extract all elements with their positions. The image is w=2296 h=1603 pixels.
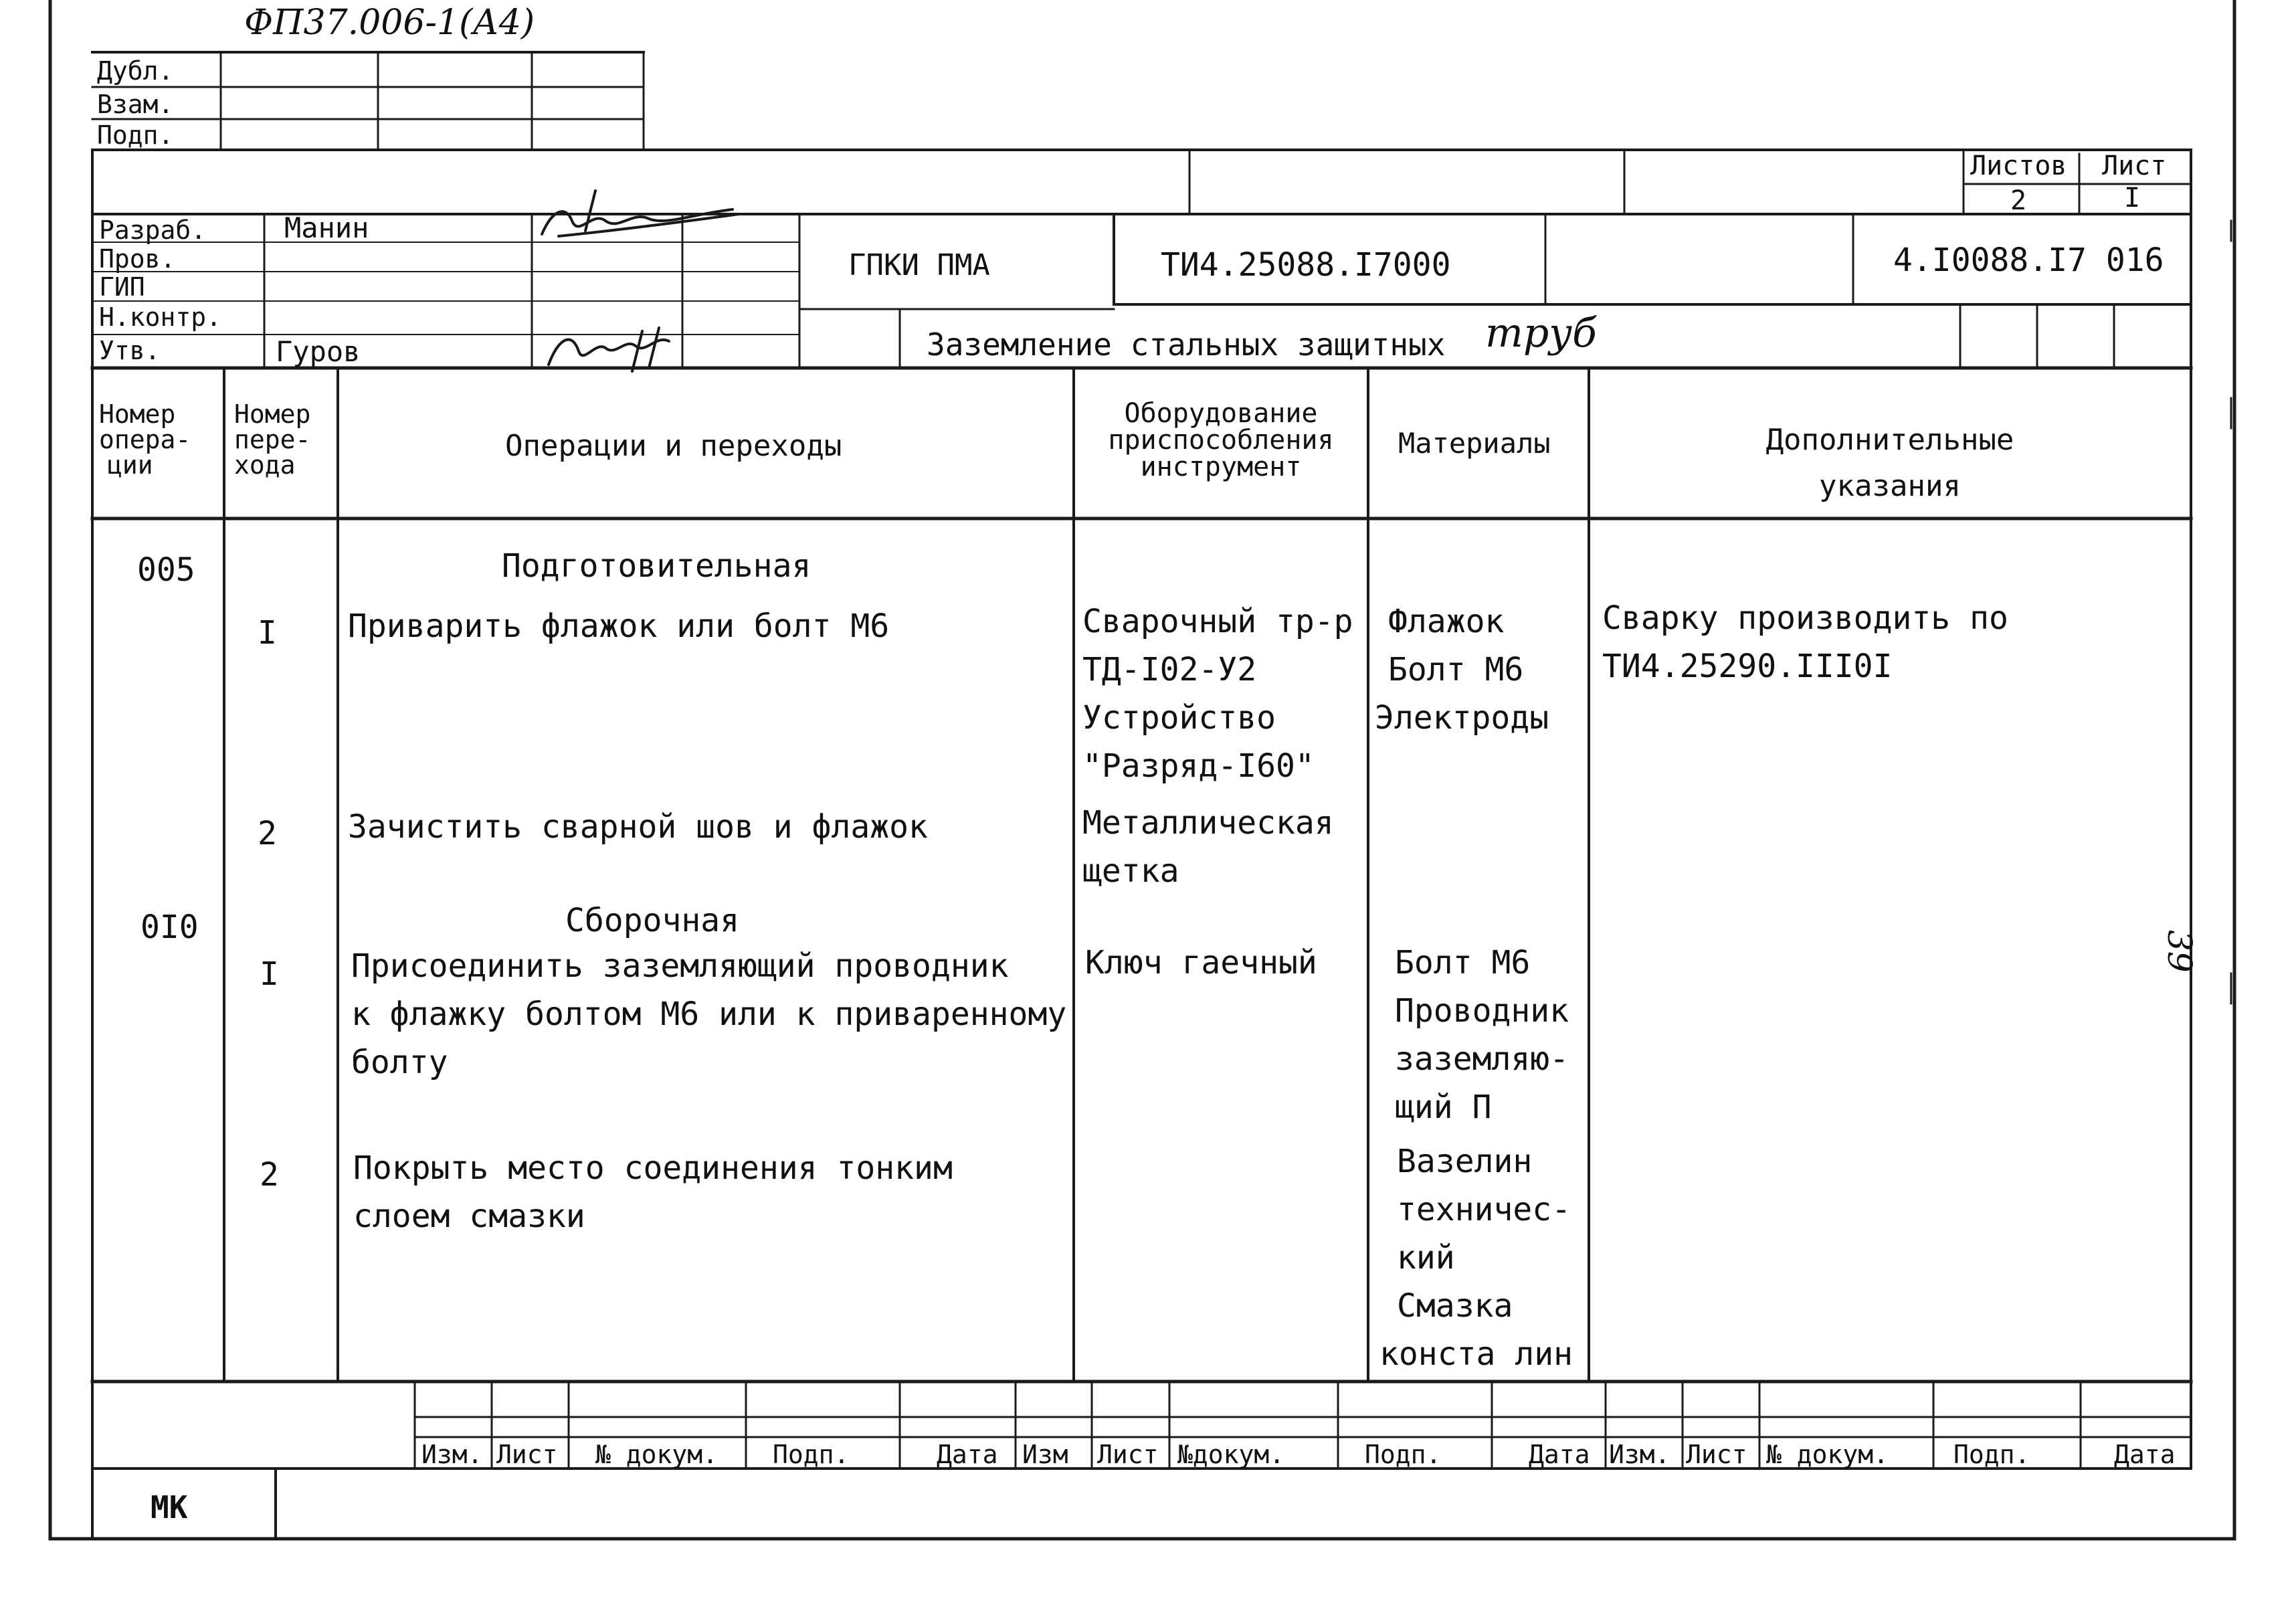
op2-step1-material-2: Проводник: [1395, 992, 1569, 1030]
header-equipment-2: приспособления: [1108, 425, 1334, 456]
role-razrab: Разраб.: [99, 215, 207, 245]
op1-step1-note-1: Сварку производить по: [1602, 599, 2008, 637]
header-notes-2: указания: [1819, 469, 1961, 503]
header-materials: Материалы: [1398, 427, 1551, 460]
op2-number: 0I0: [140, 909, 199, 946]
role-gip: ГИП: [99, 272, 145, 302]
op1-name: Подготовительная: [502, 547, 811, 585]
op2-step2-material-5: конста лин: [1379, 1335, 1573, 1373]
doc-number: ТИ4.25088.I7000: [1161, 246, 1451, 284]
rev-header-sign-3: Подп.: [1953, 1440, 2030, 1469]
rev-header-list-1: Лист: [496, 1440, 558, 1469]
rev-header-izm-2: Изм: [1022, 1440, 1068, 1469]
op2-step1-number: I: [260, 955, 279, 993]
rev-header-date-2: Дата: [1529, 1440, 1590, 1469]
header-op-number-2: опера-: [99, 425, 191, 454]
role-prov: Пров.: [99, 244, 176, 274]
rev-header-doc-3: № докум.: [1766, 1440, 1889, 1469]
op2-step2-material-2: техничес-: [1397, 1191, 1571, 1228]
header-step-number-1: Номер: [234, 399, 311, 429]
role-nkontr: Н.контр.: [99, 302, 222, 332]
developer-signature: [532, 184, 746, 254]
op2-step2-text-1: Покрыть место соединения тонким: [353, 1149, 953, 1187]
header-notes-1: Дополнительные: [1765, 423, 2014, 457]
op1-step2-text: Зачистить сварной шов и флажок: [348, 808, 928, 846]
rev-header-date-3: Дата: [2114, 1440, 2176, 1469]
op1-step1-material-1: Флажок: [1388, 603, 1505, 640]
rev-header-izm-1: Изм.: [421, 1440, 483, 1469]
header-equipment-3: инструмент: [1140, 452, 1302, 482]
op1-step1-text: Приварить флажок или болт М6: [348, 607, 890, 645]
header-op-number-3: ции: [107, 450, 153, 480]
header-step-number-2: пере-: [234, 425, 311, 454]
sheet-label: Лист: [2102, 151, 2167, 181]
rev-header-doc-1: № докум.: [595, 1440, 719, 1469]
op2-name: Сборочная: [565, 902, 740, 939]
role-utv: Утв.: [99, 336, 161, 365]
sheets-label: Листов: [1970, 151, 2067, 181]
op2-step2-material-4: Смазка: [1397, 1287, 1513, 1325]
op1-number: 005: [137, 551, 195, 589]
header-operations: Операции и переходы: [505, 429, 842, 463]
op1-step1-material-2: Болт М6: [1388, 651, 1524, 688]
document-title-handwritten: труб: [1485, 310, 1597, 357]
op2-step1-text-1: Присоединить заземляющий проводник: [351, 947, 1009, 985]
rev-header-date-1: Дата: [937, 1440, 998, 1469]
rev-header-sign-2: Подп.: [1365, 1440, 1442, 1469]
document-title: Заземление стальных защитных: [927, 326, 1446, 363]
stamp-label-podp: Подп.: [97, 120, 174, 150]
op1-step2-equipment-2: щетка: [1082, 852, 1179, 890]
rev-header-doc-2: №докум.: [1177, 1440, 1285, 1469]
op2-step1-material-1: Болт М6: [1395, 944, 1531, 981]
op2-step1-material-4: щий П: [1395, 1089, 1492, 1126]
op1-step2-equipment-1: Металлическая: [1082, 804, 1334, 842]
op1-step1-material-3: Электроды: [1375, 699, 1549, 737]
approver-name: Гуров: [276, 335, 361, 368]
header-op-number-1: Номер: [99, 399, 176, 429]
op2-step2-number: 2: [260, 1156, 279, 1194]
rev-header-sign-1: Подп.: [773, 1440, 850, 1469]
page-number: 39: [2160, 930, 2199, 973]
developer-name: Манин: [284, 211, 369, 244]
op2-step1-equipment-1: Ключ гаечный: [1085, 944, 1317, 981]
op1-step1-note-2: ТИ4.25290.III0I: [1602, 648, 1893, 685]
sheets-value: 2: [2010, 185, 2027, 216]
form-code: ФП37.006-1(А4): [244, 3, 535, 43]
op1-step1-number: I: [258, 614, 277, 652]
rev-header-izm-3: Изм.: [1609, 1440, 1670, 1469]
op2-step2-material-1: Вазелин: [1397, 1143, 1533, 1180]
header-step-number-3: хода: [234, 450, 296, 480]
op1-step1-equipment-1: Сварочный тр-р: [1082, 603, 1353, 640]
document-code: 4.I0088.I7 016: [1893, 242, 2164, 279]
rev-header-list-3: Лист: [1686, 1440, 1747, 1469]
header-equipment-1: Оборудование: [1124, 398, 1318, 429]
op2-step2-text-2: слоем смазки: [353, 1198, 585, 1235]
op2-step1-text-2: к флажку болтом М6 или к приваренному: [351, 996, 1067, 1033]
op1-step2-number: 2: [258, 815, 277, 852]
rev-header-list-2: Лист: [1097, 1440, 1159, 1469]
organization: ГПКИ ПМА: [848, 248, 990, 282]
op1-step1-equipment-4: "Разряд-I60": [1082, 747, 1315, 785]
op1-step1-equipment-3: Устройство: [1082, 699, 1276, 737]
approver-signature: [542, 324, 689, 375]
doc-type-mk: МК: [151, 1489, 188, 1525]
op2-step1-text-3: болту: [351, 1044, 448, 1081]
op2-step2-material-3: кий: [1397, 1239, 1455, 1277]
stamp-label-dubl: Дубл.: [97, 56, 174, 86]
op1-step1-equipment-2: ТД-I02-У2: [1082, 651, 1257, 688]
op2-step1-material-3: заземляю-: [1395, 1040, 1569, 1078]
stamp-label-vzam: Взам.: [97, 90, 174, 119]
sheet-value: I: [2124, 183, 2141, 213]
